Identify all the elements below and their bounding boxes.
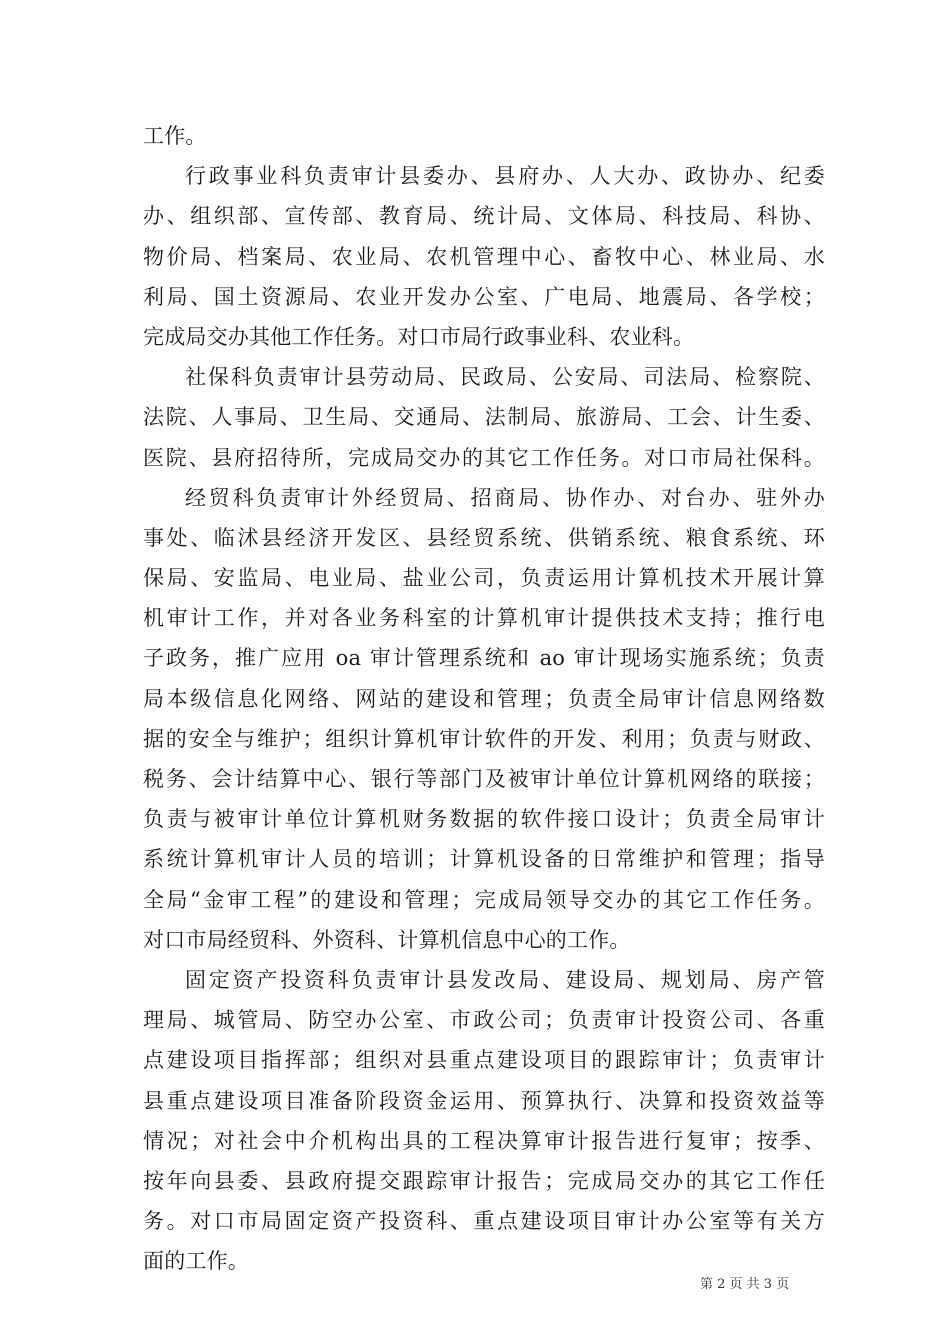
text-line: 办、组织部、宣传部、教育局、统计局、文体局、科技局、科协、: [143, 204, 825, 229]
text-line: 医院、县府招待所，完成局交办的其它工作任务。对口市局社保科。: [143, 445, 825, 470]
text-line: 完成局交办其他工作任务。对口市局行政事业科、农业科。: [143, 324, 695, 349]
text-line: 情况；对社会中介机构出具的工程决算审计报告进行复审；按季、: [143, 1128, 825, 1153]
text-line: 物价局、档案局、农业局、农机管理中心、畜牧中心、林业局、水: [143, 244, 825, 269]
text-line: 利局、国土资源局、农业开发办公室、广电局、地震局、各学校；: [143, 284, 825, 309]
text-line: 务。对口市局固定资产投资科、重点建设项目审计办公室等有关方: [143, 1209, 825, 1234]
text-line: 税务、会计结算中心、银行等部门及被审计单位计算机网络的联接；: [143, 767, 825, 791]
text-line: 事处、临沭县经济开发区、县经贸系统、供销系统、粮食系统、环: [143, 525, 825, 550]
text-line: 理局、城管局、防空办公室、市政公司；负责审计投资公司、各重: [143, 1008, 825, 1033]
text-line: 工作。: [143, 124, 207, 148]
text-line: 子政务，推广应用 oa 审计管理系统和 ao 审计现场实施系统；负责: [143, 646, 825, 671]
text-line: 点建设项目指挥部；组织对县重点建设项目的跟踪审计；负责审计: [143, 1048, 825, 1073]
text-line: 法院、人事局、卫生局、交通局、法制局、旅游局、工会、计生委、: [143, 405, 825, 430]
document-body: [143, 116, 825, 1281]
text-line: 县重点建设项目准备阶段资金运用、预算执行、决算和投资效益等: [143, 1088, 825, 1113]
paragraph-first-line: 固定资产投资科负责审计县发改局、建设局、规划局、房产管: [185, 967, 825, 992]
text-line: 保局、安监局、电业局、盐业公司，负责运用计算机技术开展计算: [143, 566, 825, 591]
text-line: 全局“金审工程”的建设和管理；完成局领导交办的其它工作任务。: [143, 887, 825, 912]
text-line: 据的安全与维护；组织计算机审计软件的开发、利用；负责与财政、: [143, 726, 825, 751]
text-line: 面的工作。: [143, 1249, 249, 1274]
text-line: 机审计工作，并对各业务科室的计算机审计提供技术支持；推行电: [143, 606, 825, 631]
paragraph-first-line: 行政事业科负责审计县委办、县府办、人大办、政协办、纪委: [185, 164, 825, 189]
text-line: 按年向县委、县政府提交跟踪审计报告；完成局交办的其它工作任: [143, 1168, 825, 1193]
paragraph-first-line: 社保科负责审计县劳动局、民政局、公安局、司法局、检察院、: [185, 365, 825, 390]
text-line: 系统计算机审计人员的培训；计算机设备的日常维护和管理；指导: [143, 847, 825, 872]
text-line: 对口市局经贸科、外资科、计算机信息中心的工作。: [143, 927, 631, 952]
paragraph-first-line: 经贸科负责审计外经贸局、招商局、协作办、对台办、驻外办: [185, 485, 825, 510]
page-number: 第 2 页 共 3 页: [700, 1277, 790, 1292]
text-line: 负责与被审计单位计算机财务数据的软件接口设计；负责全局审计: [143, 807, 825, 832]
text-line: 局本级信息化网络、网站的建设和管理；负责全局审计信息网络数: [143, 686, 825, 711]
